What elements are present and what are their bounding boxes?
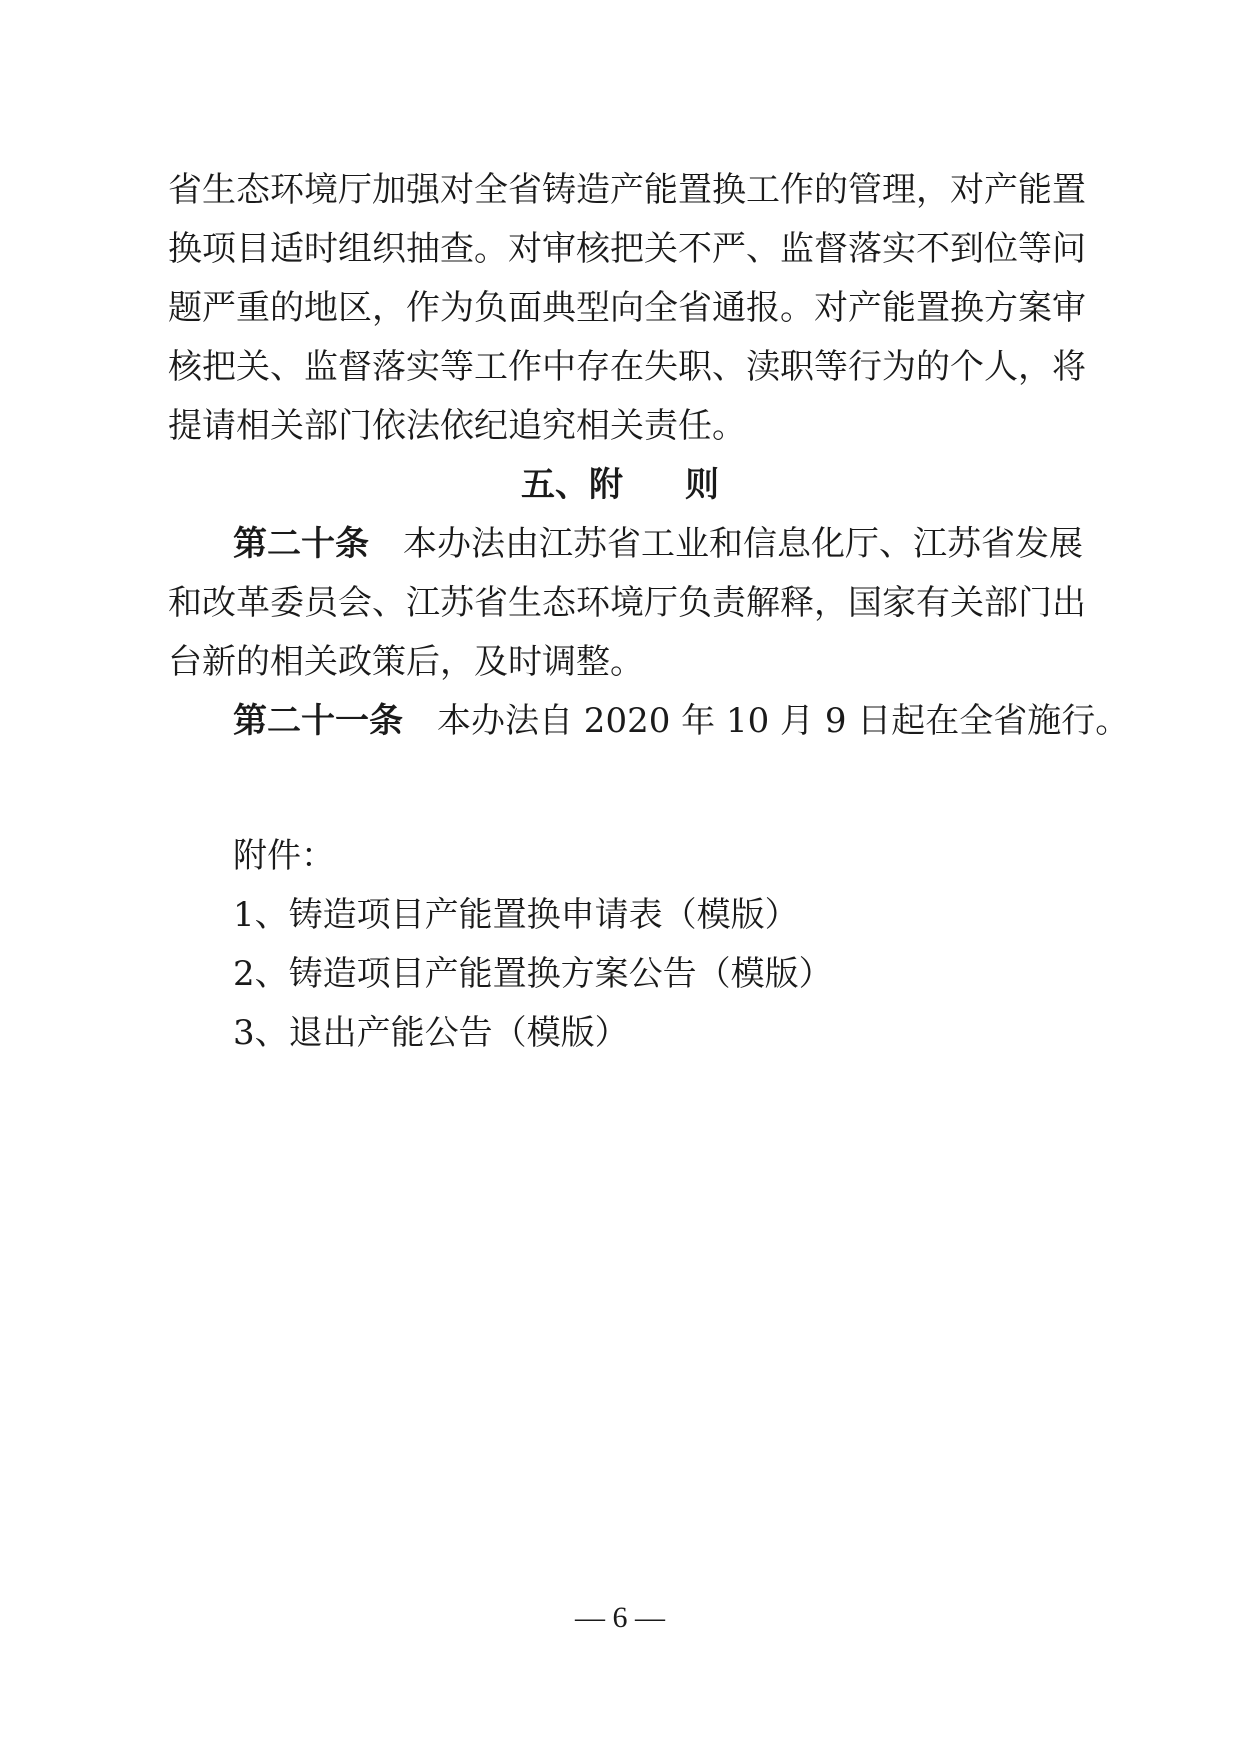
section-heading — [0, 454, 1240, 516]
attachments-label: 附件： — [233, 836, 335, 876]
article-20-text: 本办法由江苏省工业和信息化厅、江苏省发展 — [403, 524, 1083, 564]
section-heading-part2: 则 — [685, 465, 719, 505]
page-number: — 6 — — [575, 1601, 665, 1634]
article-20-line — [233, 513, 1083, 575]
paragraph-line: 核把关、监督落实等工作中存在失职、渎职等行为的个人，将 — [168, 347, 1086, 387]
article-21-title: 第二十一条 — [233, 701, 403, 741]
attachment-item: 3、退出产能公告（模版） — [233, 1013, 629, 1053]
section-heading-part1: 五、附 — [521, 465, 623, 505]
article-21-line — [233, 690, 1129, 752]
article-20-line: 和改革委员会、江苏省生态环境厅负责解释，国家有关部门出 — [168, 583, 1086, 623]
attachment-item: 2、铸造项目产能置换方案公告（模版） — [233, 954, 833, 994]
article-20-title: 第二十条 — [233, 524, 369, 564]
attachment-item: 1、铸造项目产能置换申请表（模版） — [233, 895, 799, 935]
paragraph-line: 题严重的地区，作为负面典型向全省通报。对产能置换方案审 — [168, 288, 1086, 328]
paragraph-line: 提请相关部门依法依纪追究相关责任。 — [168, 406, 746, 446]
paragraph-line: 换项目适时组织抽查。对审核把关不严、监督落实不到位等问 — [168, 229, 1086, 269]
article-20-line: 台新的相关政策后，及时调整。 — [168, 642, 644, 682]
article-21-text: 本办法自 2020 年 10 月 9 日起在全省施行。 — [437, 701, 1130, 741]
paragraph-line: 省生态环境厅加强对全省铸造产能置换工作的管理，对产能置 — [168, 170, 1086, 210]
